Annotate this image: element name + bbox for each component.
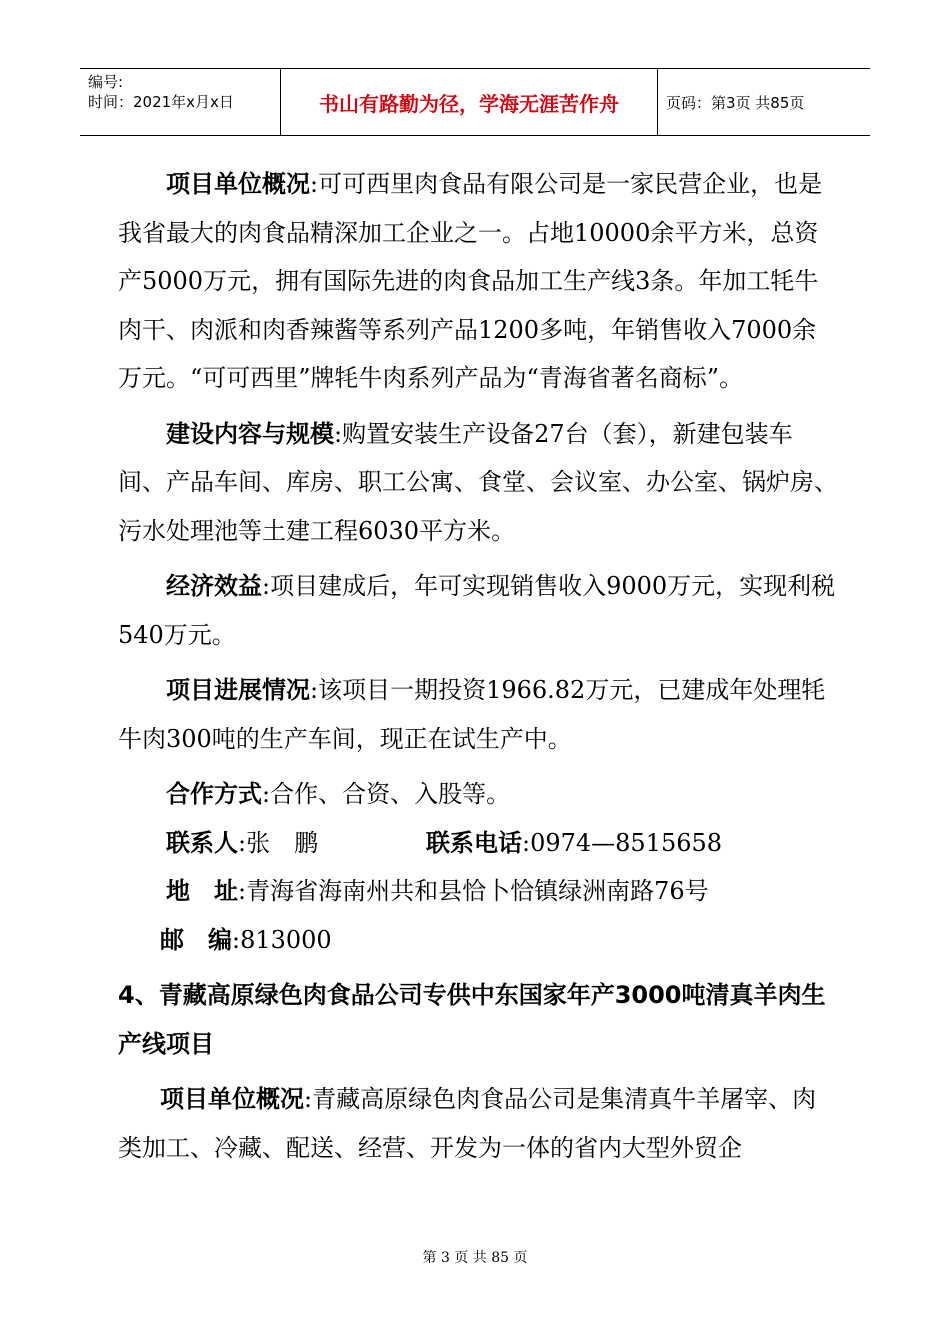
project3-scale <box>118 410 838 556</box>
project4-overview <box>118 1075 838 1172</box>
project4-heading: 4、青藏高原绿色肉食品公司专供中东国家年产3000吨清真羊肉生产线项目 <box>118 981 826 1058</box>
progress-label: 项目进展情况 <box>166 676 310 704</box>
contact-phone <box>426 819 722 868</box>
phone-label: 联系电话 <box>426 828 522 857</box>
project3-zip <box>118 916 838 965</box>
project3-progress <box>118 666 838 763</box>
page-footer: 第 3 页 共 85 页 <box>422 1250 528 1266</box>
project3-benefit <box>118 562 838 659</box>
overview-text: :可可西里肉食品有限公司是一家民营企业，也是我省最大的肉食品精深加工企业之一。占地10000余平方米，总资产5000万元，拥有国际先进的肉食品加工生产线3条。年加工牦牛肉干、肉派和肉香辣酱等系列产品1200多吨，年销售收入7000余万元。“可可西里”牌牦牛肉系列产品为“青海省著名商标”。 <box>118 170 823 392</box>
contact-person <box>166 819 426 868</box>
phone-text: :0974—8515658 <box>522 828 723 857</box>
overview-label: 项目单位概况 <box>160 1085 304 1113</box>
zip-text: :813000 <box>232 925 332 954</box>
contact-text: :张 鹏 <box>238 828 319 857</box>
address-label: 地 址 <box>166 877 238 905</box>
overview-text: :青藏高原绿色肉食品公司是集清真牛羊屠宰、肉类加工、冷藏、配送、经营、开发为一体的省内大型外贸企 <box>118 1085 817 1162</box>
benefit-text: :项目建成后，年可实现销售收入9000万元，实现利税540万元。 <box>118 572 836 649</box>
scale-label: 建设内容与规模 <box>166 419 334 448</box>
coop-label: 合作方式 <box>166 780 262 808</box>
header-meta <box>80 69 281 135</box>
progress-text: :该项目一期投资1966.82万元，已建成年处理牦牛肉300吨的生产车间，现正在试生产中。 <box>118 676 826 753</box>
document-body <box>118 160 838 1172</box>
project3-address <box>118 867 838 916</box>
header-motto: 书山有路勤为径，学海无涯苦作舟 <box>281 69 658 135</box>
benefit-label: 经济效益 <box>166 572 262 600</box>
overview-label: 项目单位概况 <box>166 170 310 198</box>
scale-text: :购置安装生产设备27台（套），新建包装车间、产品车间、库房、职工公寓、食堂、会议室、办公室、锅炉房、污水处理池等土建工程6030平方米。 <box>118 419 838 545</box>
project3-coop <box>118 770 838 819</box>
coop-text: :合作、合资、入股等。 <box>262 780 511 808</box>
project3-overview <box>118 160 838 403</box>
header-date: 时间：2021年x月x日 <box>88 93 234 111</box>
header-page-info: 页码：第3页 共85页 <box>666 93 805 112</box>
page-header <box>80 68 870 136</box>
address-text: :青海省海南州共和县恰卜恰镇绿洲南路76号 <box>238 877 709 905</box>
project3-contact <box>118 819 838 868</box>
zip-label: 邮 编 <box>160 925 232 954</box>
header-number: 编号: <box>88 73 124 91</box>
contact-label: 联系人 <box>166 828 238 857</box>
